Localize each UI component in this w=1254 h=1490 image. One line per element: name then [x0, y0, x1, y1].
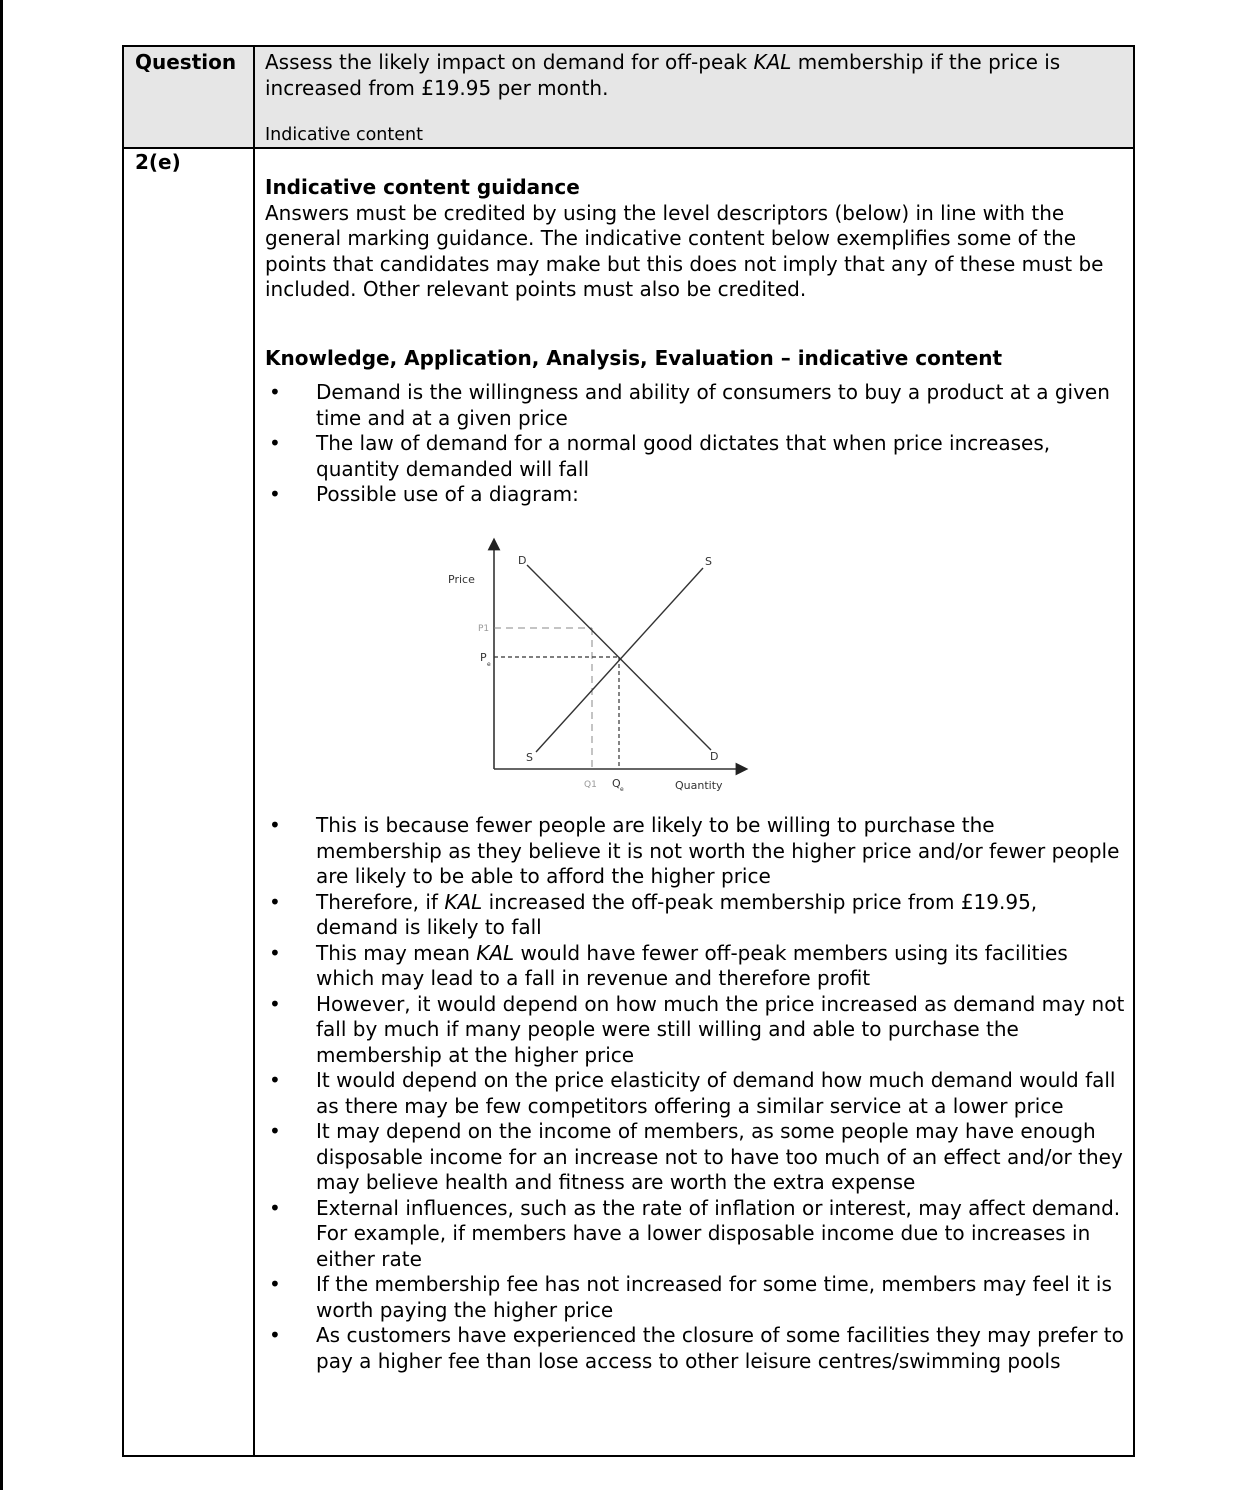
question-text-part1: Assess the likely impact on demand for off-peak	[265, 50, 754, 74]
list-item	[265, 1272, 1125, 1323]
list-item-text: increased the off-peak membership price from £19.95, demand is likely to fall	[316, 889, 1038, 939]
list-item	[265, 1119, 1125, 1196]
list-item	[265, 1068, 1125, 1119]
list-item	[265, 890, 1125, 941]
company-name: KAL	[444, 889, 483, 914]
list-item-text: would have fewer off-peak members using its facilities which may lead to a fall in revenue and therefore profit	[316, 940, 1068, 990]
pe-subscript: e	[487, 661, 491, 668]
supply-label-bottom: S	[526, 751, 533, 764]
list-item-text: However, it would depend on how much the price increased as demand may not fall by much if many people were still willing and able to purchase the membership at the higher price	[316, 991, 1125, 1067]
qe-label: Q	[612, 777, 621, 790]
list-item-text: This is because fewer people are likely to be willing to purchase the membership as they believe it is not worth the higher price and/or fewer people are likely to be able to afford the higher price	[316, 813, 1120, 888]
list-item: • Possible use of a diagram:	[265, 482, 1125, 508]
y-axis-label: Price	[448, 573, 475, 586]
list-item	[265, 941, 1125, 992]
list-item-text: It would depend on the price elasticity of demand how much demand would fall as there may be few competitors offering a similar service at a lower price	[316, 1068, 1116, 1118]
p1-label: P1	[478, 624, 490, 634]
list-item: • Demand is the willingness and ability of consumers to buy a product at a given time and at a given price	[265, 380, 1125, 431]
column-divider	[253, 47, 255, 1455]
page-edge-line	[0, 0, 3, 1490]
list-item: • The law of demand for a normal good dictates that when price increases, quantity demanded will fall	[265, 431, 1125, 482]
list-item-text: External influences, such as the rate of inflation or interest, may affect demand. For example, if members have a lower disposable income due to increases in either rate	[316, 1195, 1121, 1271]
supply-demand-diagram	[420, 530, 760, 800]
list-item	[265, 813, 1125, 890]
question-text	[265, 50, 1125, 101]
indicative-content-label: Indicative content	[265, 125, 423, 145]
question-number: 2(e)	[135, 150, 181, 174]
guidance-body: Answers must be credited by using the level descriptors (below) in line with the general marking guidance. The indicative content below exemplifies some of the points that candidates may make but this does not imply that any of these must be included. Other relevant points must also be credited.	[265, 200, 1104, 301]
guidance-section	[265, 175, 1125, 303]
pe-label: P	[480, 651, 487, 664]
list-item-text: This may mean	[316, 940, 477, 965]
list-item	[265, 1196, 1125, 1273]
question-header-label: Question	[135, 50, 237, 74]
list-item-text: As customers have experienced the closure of some facilities they may prefer to pay a higher fee than lose access to other leisure centres/swimming pools	[316, 1323, 1124, 1373]
list-item-text: It may depend on the income of members, as some people may have enough disposable income for an increase not to have too much of an effect and/or they may believe health and fitness are worth the extra expense	[316, 1119, 1123, 1194]
demand-label-bottom: D	[710, 750, 719, 763]
list-item-text: If the membership fee has not increased for some time, members may feel it is worth paying the higher price	[316, 1272, 1112, 1322]
list-item-text: Therefore, if	[316, 889, 445, 914]
qe-subscript: e	[620, 786, 624, 793]
bullet-list-before-diagram	[265, 380, 1125, 508]
company-name: KAL	[753, 50, 792, 74]
supply-curve	[536, 568, 703, 752]
demand-label-top: D	[518, 554, 527, 567]
q1-label: Q1	[584, 780, 597, 790]
list-item	[265, 1323, 1125, 1374]
guidance-heading: Indicative content guidance	[265, 175, 580, 199]
bullet-list-after-diagram	[265, 813, 1125, 1374]
question-text-part2: membership if the price is increased from £19.95 per month.	[265, 50, 1061, 100]
x-axis-label: Quantity	[675, 779, 723, 792]
kaae-heading: Knowledge, Application, Analysis, Evaluation – indicative content	[265, 346, 1003, 370]
supply-label-top: S	[705, 555, 712, 568]
company-name: KAL	[476, 940, 515, 965]
list-item	[265, 992, 1125, 1069]
